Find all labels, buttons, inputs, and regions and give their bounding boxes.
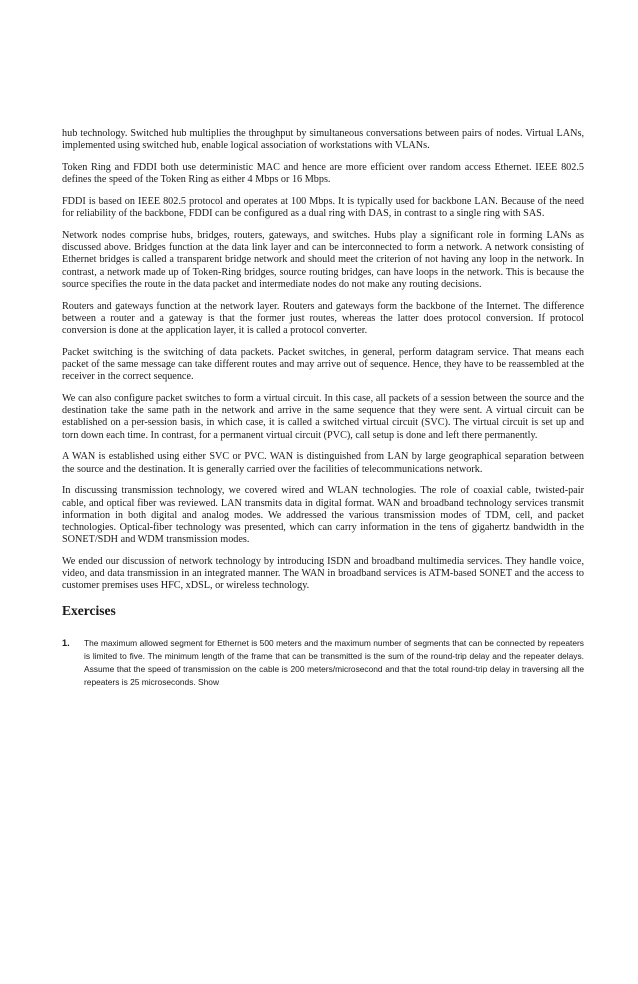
paragraph-token-ring: Token Ring and FDDI both use deterministic MAC and hence are more efficient over random access Ethernet. IEEE 802.5 defines the speed of the Token Ring as either 4 Mbps or 16 Mbps. [62, 162, 584, 186]
paragraph-transmission-technology: In discussing transmission technology, we covered wired and WLAN technologies. The role of coaxial cable, twisted-pair cable, and optical fiber was reviewed. LAN transmits data in digital format. WAN and broadband technology services transmit information in both digital and analog modes. We addressed the various transmission modes of TDM, cell, and packet technologies. Optical-fiber technology was presented, which can carry information in the tens of gigahertz bandwidth in the SONET/SDH and WDM transmission modes. [62, 485, 584, 546]
paragraph-broadband-services: We ended our discussion of network technology by introducing ISDN and broadband multimedia services. They handle voice, video, and data transmission in an integrated manner. The WAN in broadband services is ATM-based SONET and the access to customer premises uses HFC, xDSL, or wireless technology. [62, 556, 584, 592]
exercise-item [62, 637, 584, 690]
exercise-text: The maximum allowed segment for Ethernet is 500 meters and the maximum number of segments that can be connected by repeaters is limited to five. The minimum length of the frame that can be transmitted is the sum of the round-trip delay and the repeater delays. Assume that the speed of transmission on the cable is 200 meters/microsecond and that the total round-trip delay in traversing all the repeaters is 25 microseconds. Show [84, 637, 584, 688]
page-body [62, 128, 584, 690]
paragraph-fddi: FDDI is based on IEEE 802.5 protocol and operates at 100 Mbps. It is typically used for backbone LAN. Because of the need for reliability of the backbone, FDDI can be configured as a dual ring with DAS, in contrast to a single ring with SAS. [62, 196, 584, 220]
paragraph-routers-gateways: Routers and gateways function at the network layer. Routers and gateways form the backbone of the Internet. The difference between a router and a gateway is that the former just routes, whereas the latter does protocol conversion. If protocol conversion is done at the application layer, it is called a protocol converter. [62, 300, 584, 337]
exercise-number: 1. [62, 637, 70, 648]
exercises-heading: Exercises [62, 602, 116, 618]
paragraph-packet-switching: Packet switching is the switching of data packets. Packet switches, in general, perform datagram service. That means each packet of the same message can take different routes and may arrive out of sequence. Hence, they have to be reassembled at the receiver in the correct sequence. [62, 346, 584, 383]
paragraph-virtual-circuit: We can also configure packet switches to form a virtual circuit. In this case, all packets of a session between the source and the destination take the same path in the network and arrive in the same sequence that they were sent. A virtual circuit can be established on a per-session basis, in which case, it is called a switched virtual circuit (SVC). The virtual circuit is set up and torn down each time. In contrast, for a permanent virtual circuit (PVC), call setup is done and left there permanently. [62, 393, 584, 441]
paragraph-wan: A WAN is established using either SVC or PVC. WAN is distinguished from LAN by large geographical separation between the source and the destination. It is generally carried over the facilities of telecommunications network. [62, 451, 584, 475]
paragraph-network-nodes: Network nodes comprise hubs, bridges, routers, gateways, and switches. Hubs play a significant role in forming LANs as discussed above. Bridges function at the data link layer and can be interconnected to form a network. A network consisting of Ethernet bridges is called a transparent bridge network and should meet the criterion of not having any loop in the network. In contrast, a network made up of Token-Ring bridges, source routing bridges, can have loops in the network. This is because the source specifies the route in the data packet and intermediate nodes do not make any routing decisions. [62, 230, 584, 290]
paragraph-switched-hub: hub technology. Switched hub multiplies the throughput by simultaneous conversations between pairs of nodes. Virtual LANs, implemented using switched hub, enable logical association of workstations with VLANs. [62, 128, 584, 152]
